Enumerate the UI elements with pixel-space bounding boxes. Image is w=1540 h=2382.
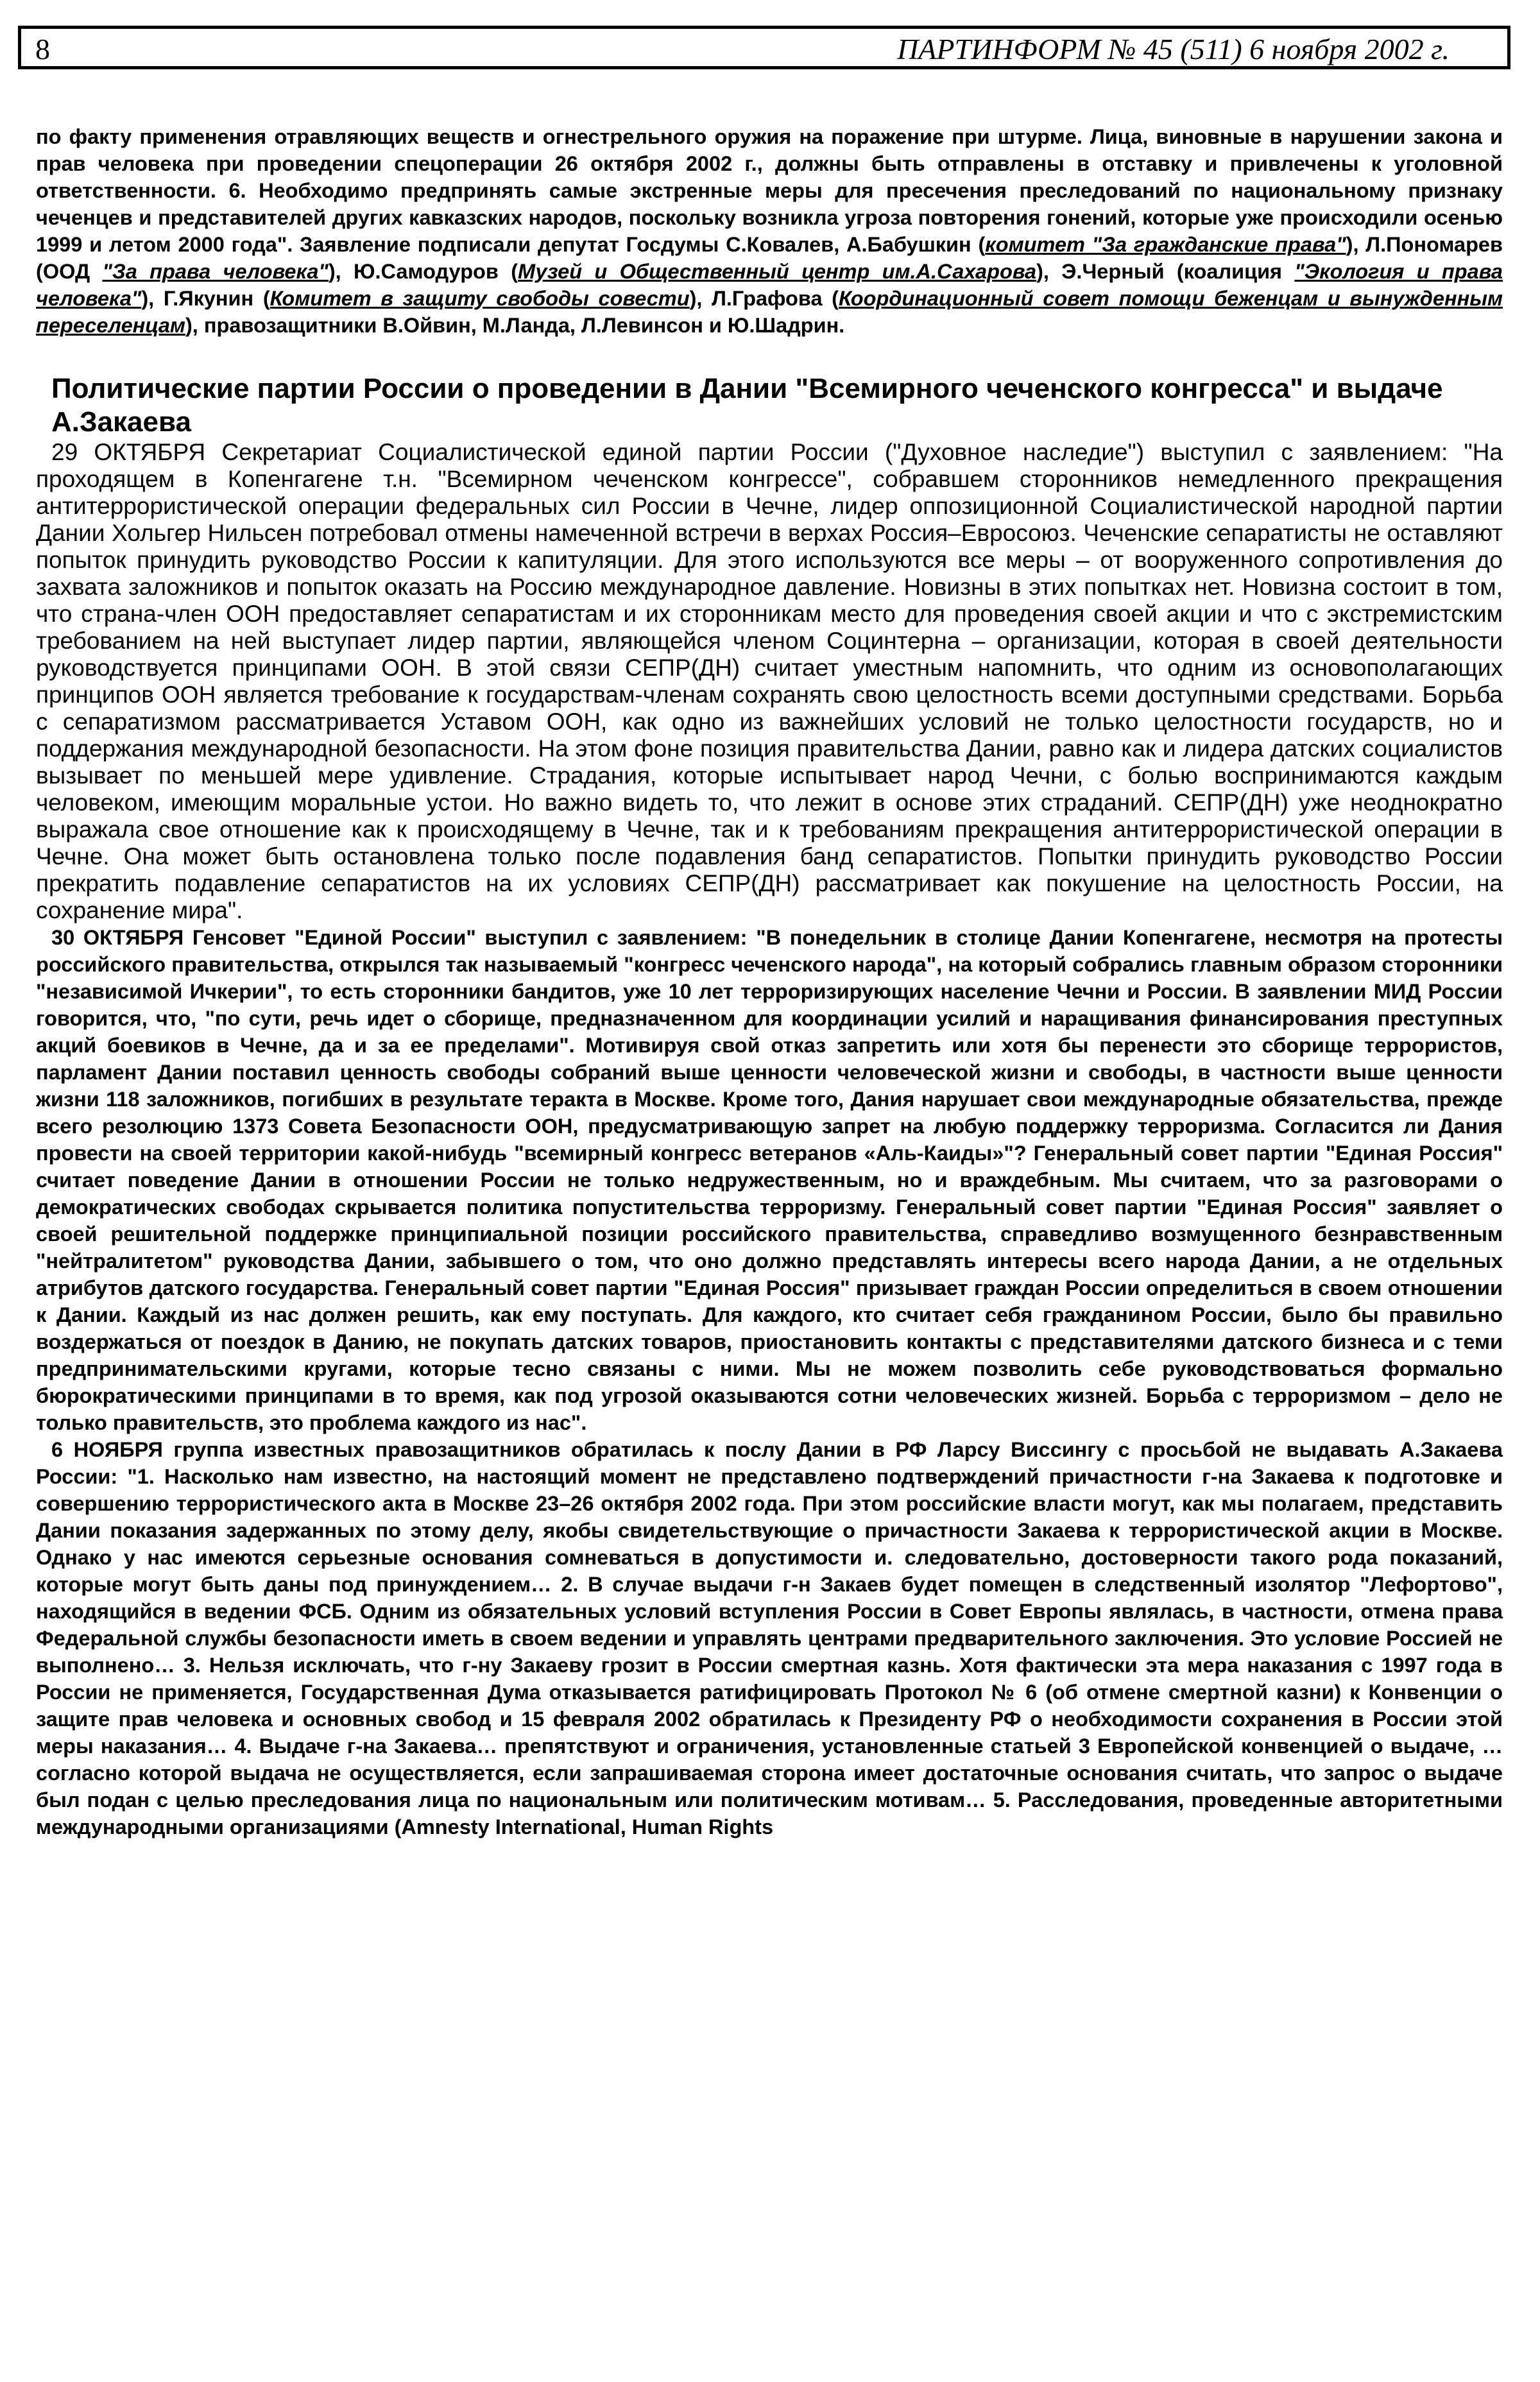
org-link-sakharov-center: Музей и Общественный центр им.А.Сахарова [518, 260, 1037, 283]
page-header [18, 26, 1510, 69]
page-number: 8 [35, 33, 50, 65]
page-content [36, 123, 1503, 1840]
intro-text: ), правозащитники В.Ойвин, М.Ланда, Л.Левинсон и Ю.Шадрин. [185, 314, 845, 337]
article-title: Политические партии России о проведении в Дании "Всемирного чеченского конгресса" и выдаче А.Закаева [51, 373, 1443, 438]
intro-text: ), Э.Черный (коалиция [1036, 260, 1295, 283]
org-link-civil-rights-committee: комитет "За гражданские права" [985, 233, 1346, 256]
org-link-refugee-council: Координационный совет помощи беженцам и вынужденным переселенцам [36, 287, 1503, 337]
intro-text: по факту применения отравляющих веществ и огнестрельного оружия на поражение при штурме. Лица, виновные в нарушении закона и прав человека при проведении спецоперации 26 октября 2002 г., должны быть отправлены в отставку и привлечены к уголовной ответственности. 6. Необходимо предпринять самые экстренные меры для пресечения преследований по национальному признаку чеченцев и представителей других кавказских народов, поскольку возникла угроза повторения гонений, которые уже происходили осенью 1999 и летом 2000 года". Заявление подписали депутат Госдумы С.Ковалев, А.Бабушкин ( [36, 125, 1503, 256]
article-paragraph-oct30: 30 ОКТЯБРЯ Генсовет "Единой России" выступил с заявлением: "В понедельник в столице Дании Копенгагене, несмотря на протесты российского правительства, открылся так называемый "конгресс чеченского народа", на который собрались главным образом сторонники "независимой Ичкерии", то есть сторонники бандитов, уже 10 лет терроризирующих население Чечни и России. В заявлении МИД России говорится, что, "по сути, речь идет о сборище, предназначенном для координации усилий и наращивания финансирования преступных акций боевиков в Чечне, да и за ее пределами". Мотивируя свой отказ запретить или хотя бы перенести это сборище террористов, парламент Дании поставил ценность свободы собраний выше ценности человеческой жизни и свободы, в частности выше ценности жизни 118 заложников, погибших в результате теракта в Москве. Кроме того, Дания нарушает свои международные обязательства, прежде всего резолюцию 1373 Совета Безопасности ООН, предусматривающую запрет на любую поддержку терроризма. Согласится ли Дания провести на своей территории какой-нибудь "всемирный конгресс ветеранов «Аль-Каиды»"? Генеральный совет партии "Единая Россия" считает поведение Дании в отношении России не только недружественным, но и враждебным. Мы считаем, что за разговорами о демократических свободах скрывается политика попустительства терроризму. Генеральный совет партии "Единая Россия" заявляет о своей решительной поддержке принципиальной позиции российского правительства, справедливо возмущенного безнравственным "нейтралитетом" руководства Дании, забывшего о том, что оно должно представлять интересы всего народа Дании, а не отдельных атрибутов датского государства. Генеральный совет партии "Единая Россия" призывает граждан России определиться в своем отношении к Дании. Каждый из нас должен решить, как ему поступать. Для каждого, кто считает себя гражданином России, было бы правильно воздержаться от поездок в Данию, не покупать датских товаров, приостановить контакты с представителями датского бизнеса и с теми предпринимательскими кругами, которые тесно связаны с ними. Мы не можем позволить себе руководствоваться формально бюрократическими принципами в то время, как под угрозой оказываются сотни человеческих жизней. Борьба с терроризмом – дело не только правительств, это проблема каждого из нас". [36, 926, 1503, 1434]
intro-text: ), Л.Графова ( [689, 287, 839, 310]
org-link-ecology-rights: "Экология и права человека" [36, 260, 1503, 310]
org-link-freedom-of-conscience: Комитет в защиту свободы совести [270, 287, 690, 310]
article-paragraph-nov6: 6 НОЯБРЯ группа известных правозащитников обратилась к послу Дании в РФ Ларсу Виссингу с просьбой не выдавать А.Закаева России: "1. Насколько нам известно, на настоящий момент не представлено подтверждений причастности г-на Закаева к подготовке и совершению террористического акта в Москве 23–26 октября 2002 года. При этом российские власти могут, как мы полагаем, представить Дании показания задержанных по этому делу, якобы свидетельствующие о причастности Закаева к террористической акции в Москве. Однако у нас имеются серьезные основания сомневаться в допустимости и. следовательно, достоверности такого рода показаний, которые могут быть даны под принуждением… 2. В случае выдачи г-н Закаев будет помещен в следственный изолятор "Лефортово", находящийся в ведении ФСБ. Одним из обязательных условий вступления России в Совет Европы являлась, в частности, отмена права Федеральной службы безопасности иметь в своем ведении и управлять центрами предварительного заключения. Это условие Россией не выполнено… 3. Нельзя исключать, что г-ну Закаеву грозит в России смертная казнь. Хотя фактически эта мера наказания с 1997 года в России не применяется, Государственная Дума отказывается ратифицировать Протокол № 6 (об отмене смертной казни) к Конвенции о защите прав человека и основных свобод и 15 февраля 2002 обратилась к Президенту РФ о необходимости сохранения в России этой меры наказания… 4. Выдаче г-на Закаева… препятствуют и ограничения, установленные статьей 3 Европейской конвенцией о выдаче, …согласно которой выдача не осуществляется, если запрашиваемая сторона имеет достаточные основания считать, что запрос о выдаче был подан с целью преследования лица по национальным или политическим мотивам… 5. Расследования, проведенные авторитетными международными организациями (Amnesty International, Human Rights [36, 1438, 1503, 1838]
intro-paragraph [36, 123, 1503, 339]
article-paragraph-oct29: 29 ОКТЯБРЯ Секретариат Социалистической единой партии России ("Духовное наследие") выступил с заявлением: "На проходящем в Копенгагене т.н. "Всемирном чеченском конгрессе", собравшем сторонников немедленного прекращения антитеррористической операции федеральных сил России в Чечне, лидер оппозиционной Социалистической народной партии Дании Хольгер Нильсен потребовал отмены намеченной встречи в верхах Россия–Евросоюз. Чеченские сепаратисты не оставляют попыток принудить руководство России к капитуляции. Для этого используются все меры – от вооруженного сопротивления до захвата заложников и попыток оказать на Россию международное давление. Новизны в этих попытках нет. Новизна состоит в том, что страна-член ООН предоставляет сепаратистам и их сторонникам место для проведения своей акции и что с экстремистским требованием на ней выступает лидер партии, являющейся членом Социнтерна – организации, которая в своей деятельности руководствуется принципами ООН. В этой связи СЕПР(ДН) считает уместным напомнить, что одним из основополагающих принципов ООН является требование к государствам-членам сохранять свою целостность всеми доступными средствами. Борьба с сепаратизмом рассматривается Уставом ООН, как одно из важнейших условий не только целостности государств, но и поддержания международной безопасности. На этом фоне позиция правительства Дании, равно как и лидера датских социалистов вызывает по меньшей мере удивление. Страдания, которые испытывает народ Чечни, с болью воспринимаются каждым человеком, имеющим моральные устои. Но важно видеть то, что лежит в основе этих страданий. СЕПР(ДН) уже неоднократно выражала свое отношение как к происходящему в Чечне, так и к требованиям прекращения антитеррористической операции в Чечне. Она может быть остановлена только после подавления банд сепаратистов. Попытки принудить руководство России прекратить подавление сепаратистов на их условиях СЕПР(ДН) рассматривает как покушение на целостность России, на сохранение мира". [36, 439, 1503, 923]
intro-text: ), Л.Пономарев (ООД [36, 233, 1503, 283]
org-link-for-human-rights: "За права человека" [102, 260, 329, 283]
intro-text: ), Г.Якунин ( [141, 287, 270, 310]
intro-text: ), Ю.Самодуров ( [328, 260, 518, 283]
publication-title: ПАРТИНФОРМ № 45 (511) 6 ноября 2002 г. [897, 33, 1450, 65]
